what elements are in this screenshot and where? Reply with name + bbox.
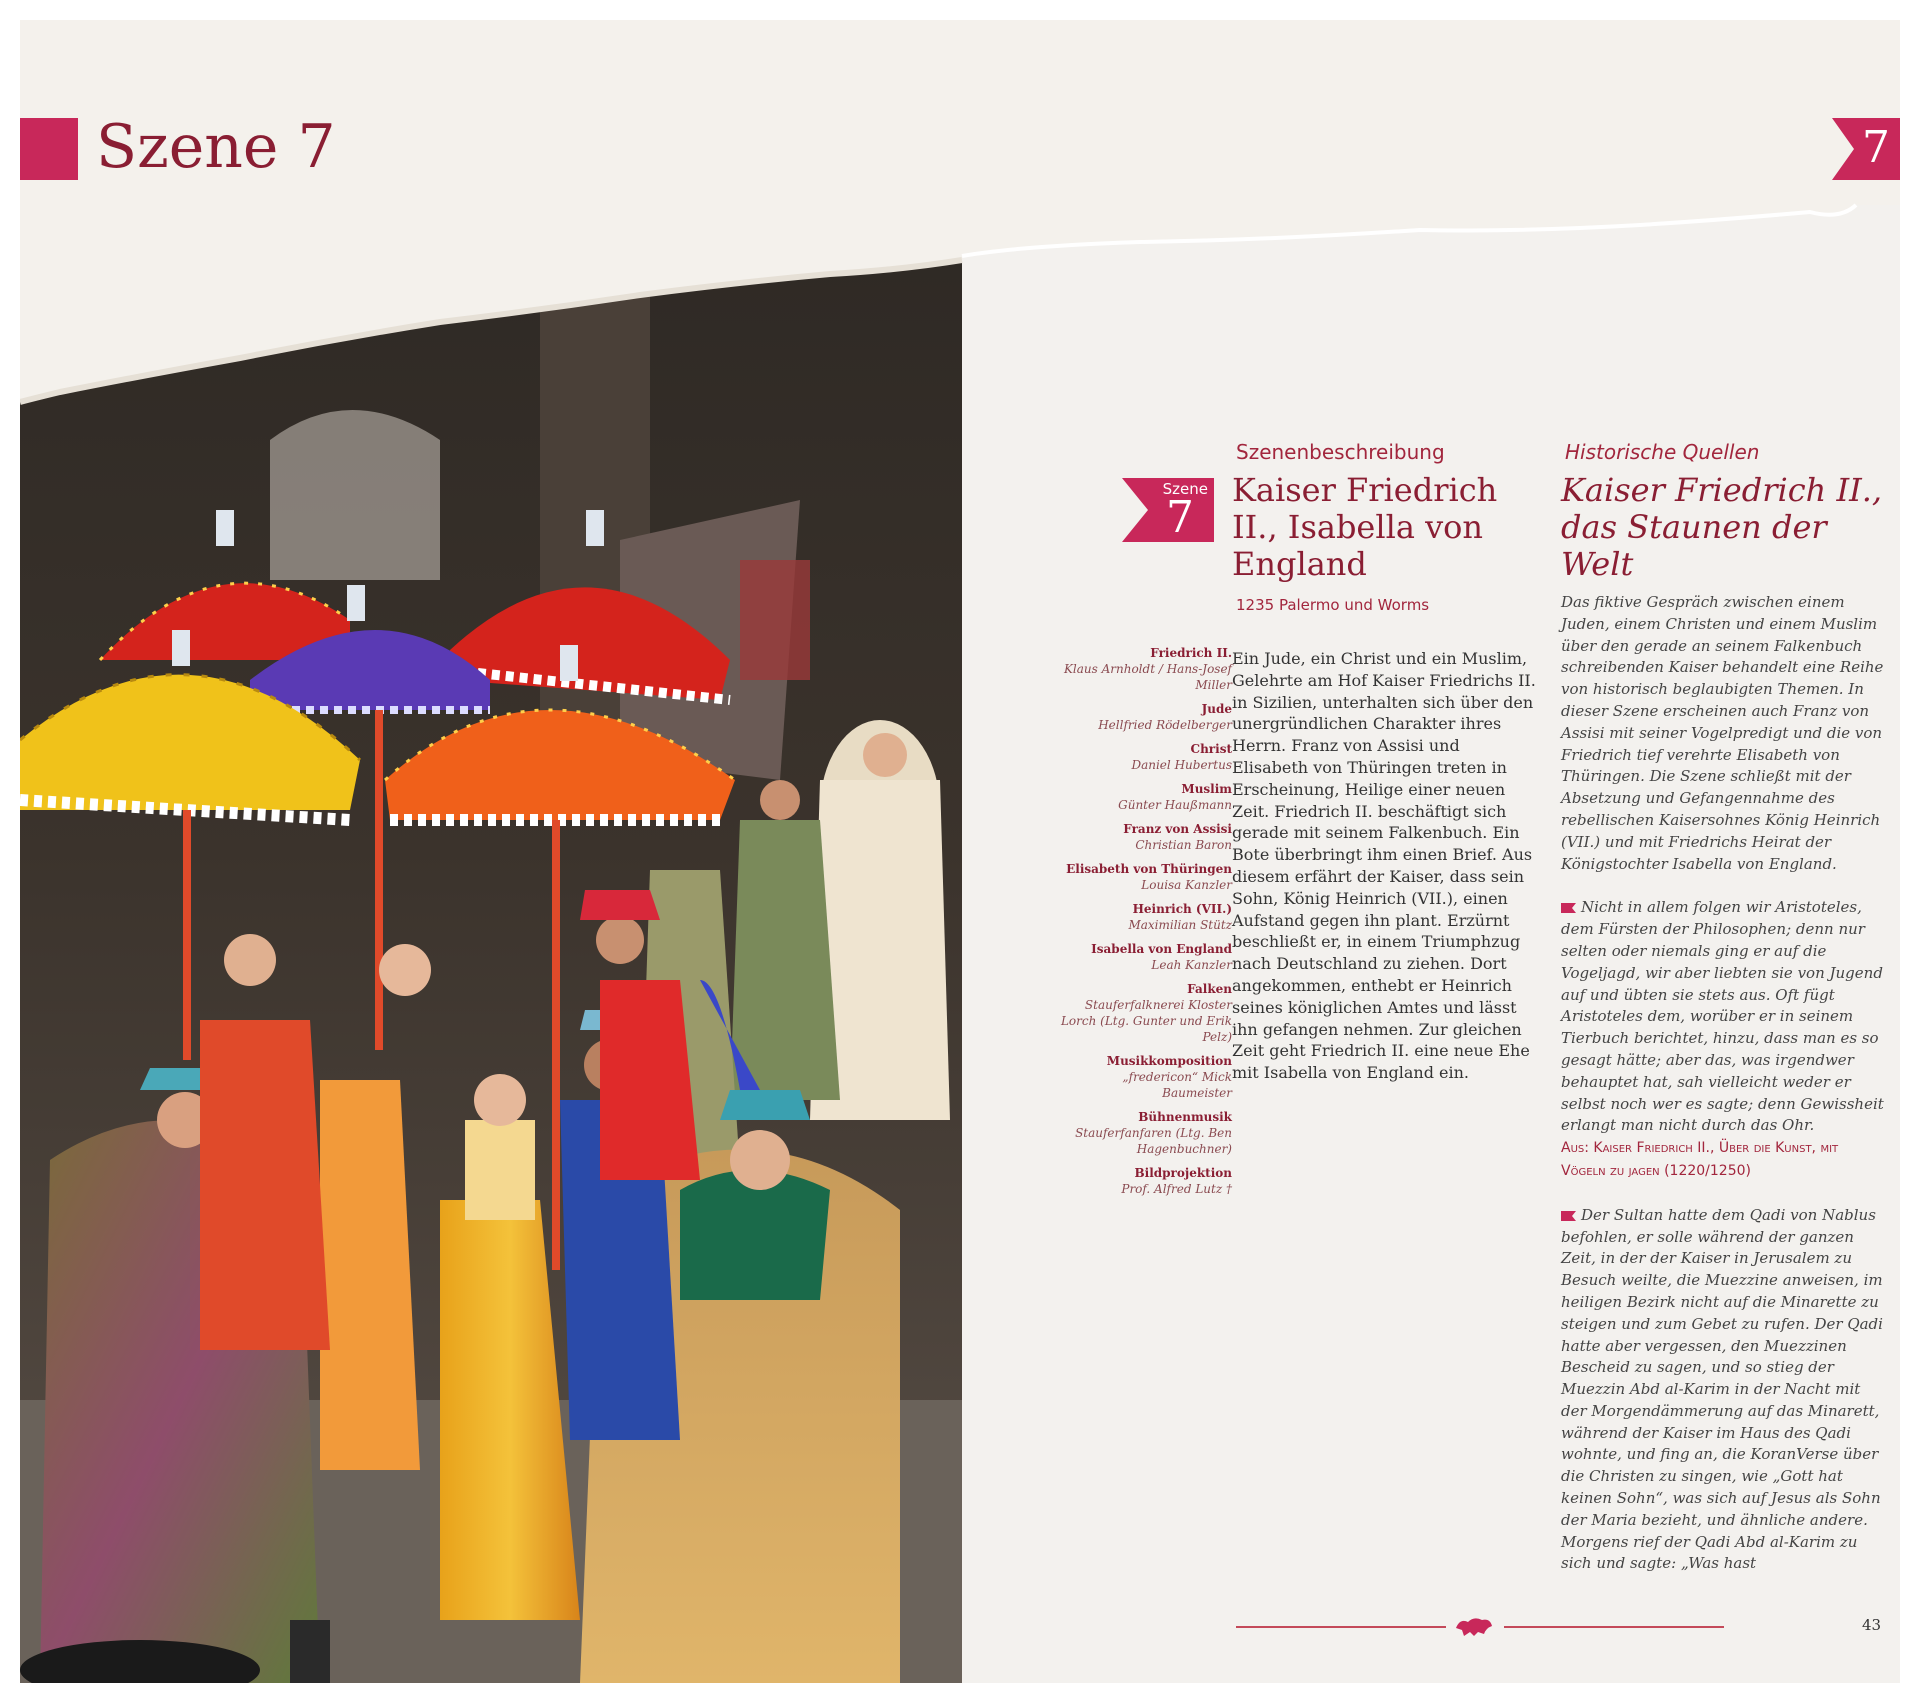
credit-role: Christ	[1190, 742, 1232, 756]
chapter-tab-left	[20, 118, 78, 180]
scene-subtitle: 1235 Palermo und Worms	[1236, 596, 1430, 614]
scene-badge	[1122, 478, 1214, 548]
history-quote-2	[1561, 1205, 1886, 1576]
quote-marker-icon	[1561, 1211, 1576, 1221]
credit-names: „fredericon“ Mick Baumeister	[1122, 1070, 1232, 1100]
credit-role: Franz von Assisi	[1123, 822, 1232, 836]
credit-names: Prof. Alfred Lutz †	[1121, 1182, 1232, 1196]
history-quote-1	[1561, 897, 1886, 1137]
credit-role: Musikkomposition	[1106, 1054, 1232, 1068]
footer-rule-right	[1504, 1626, 1724, 1628]
credit-item	[1060, 645, 1232, 693]
page-title: Szene 7	[96, 112, 336, 182]
credit-item	[1060, 781, 1232, 813]
credit-item	[1060, 1165, 1232, 1197]
lion-emblem-icon	[1454, 1614, 1494, 1638]
chapter-number: 7	[1862, 122, 1890, 173]
history-column	[1561, 592, 1886, 1597]
credit-role: Muslim	[1181, 782, 1232, 796]
credit-item	[1060, 741, 1232, 773]
credit-item	[1060, 941, 1232, 973]
credit-role: Friedrich II.	[1150, 646, 1232, 660]
magazine-spread	[20, 20, 1900, 1683]
credit-names: Stauferfalknerei Kloster Lorch (Ltg. Gunter und Erik Pelz)	[1060, 998, 1232, 1044]
quote-1-text: Nicht in allem folgen wir Aristoteles, dem Fürsten der Philosophen; denn nur selten oder niemals ging er auf die Vogeljagd, wir aber liebten sie von Jugend auf und übten sie stets aus. Oft fügt Aristoteles dem, worüber er in seinem Tierbuch berichtet, hinzu, dass man es so gesagt hätte; aber das, was irgendwer behauptet hat, sah vielleicht weder er selbst noch wer es sagte; denn Gewissheit erlangt man nicht durch das Ohr.	[1561, 898, 1884, 1135]
credit-names: Klaus Arnholdt / Hans-Josef Miller	[1063, 662, 1232, 692]
cast-credits	[1060, 645, 1232, 1205]
history-intro: Das fiktive Gespräch zwischen einem Juden, einem Christen und einem Muslim über den gerade an seinem Falkenbuch schreibenden Kaiser behandelt eine Reihe von historisch beglaubigten Themen. In dieser Szene erscheinen auch Franz von Assisi mit seiner Vogelpredigt und die von Friedrich tief verehrte Elisabeth von Thüringen. Die Szene schließt mit der Absetzung und Gefangennahme des rebellischen Kaisersohnes König Heinrich (VII.) und mit Friedrichs Heirat der Königstochter Isabella von England.	[1561, 593, 1884, 873]
credit-item	[1060, 1109, 1232, 1157]
page-number: 43	[1862, 1616, 1882, 1634]
history-source-1	[1561, 1137, 1886, 1183]
credit-names: Leah Kanzler	[1151, 958, 1232, 972]
scene-badge-number: 7	[1166, 492, 1194, 543]
credit-role: Jude	[1201, 702, 1232, 716]
history-kicker: Historische Quellen	[1565, 440, 1760, 464]
credit-names: Louisa Kanzler	[1141, 878, 1232, 892]
credit-item	[1060, 701, 1232, 733]
scene-kicker: Szenenbeschreibung	[1236, 440, 1445, 464]
credit-names: Hellfried Rödelberger	[1098, 718, 1232, 732]
scene-heading: Kaiser Friedrich II., Isabella von England	[1232, 471, 1498, 583]
quote-marker-icon	[1561, 903, 1576, 913]
chapter-tab-right	[1832, 118, 1900, 180]
credit-names: Christian Baron	[1135, 838, 1232, 852]
credit-item	[1060, 861, 1232, 893]
scene-body-text: Ein Jude, ein Christ und ein Muslim, Gelehrte am Hof Kaiser Friedrichs II. in Sizilien, unterhalten sich über den unergründlichen Charakter ihres Herrn. Franz von Assisi und Elisabeth von Thüringen treten in Erscheinung, Heilige einer neuen Zeit. Friedrich II. beschäftigt sich gerade mit seinem Falkenbuch. Ein Bote überbringt ihm einen Brief. Aus diesem erfährt der Kaiser, dass sein Sohn, König Heinrich (VII.), einen Aufstand gegen ihn plant. Erzürnt beschließt er, in einem Triumphzug nach Deutschland zu ziehen. Dort angekommen, enthebt er Heinrich seines königlichen Amtes und lässt ihn gefangen nehmen. Zur gleichen Zeit geht Friedrich II. eine neue Ehe mit Isabella von England ein.	[1232, 649, 1536, 1083]
credit-role: Heinrich (VII.)	[1132, 902, 1232, 916]
history-heading: Kaiser Friedrich II., das Staunen der Welt	[1561, 471, 1883, 583]
credit-item	[1060, 901, 1232, 933]
credit-names: Stauferfanfaren (Ltg. Ben Hagenbuchner)	[1075, 1126, 1232, 1156]
footer-rule-left	[1236, 1626, 1446, 1628]
credit-role: Elisabeth von Thüringen	[1066, 862, 1232, 876]
credit-item	[1060, 821, 1232, 853]
source-1-text: Aus: Kaiser Friedrich II., Über die Kunst, mit Vögeln zu jagen (1220/1250)	[1561, 1140, 1839, 1179]
credit-role: Falken	[1187, 982, 1232, 996]
credit-role: Bildprojektion	[1134, 1166, 1232, 1180]
credit-role: Isabella von England	[1091, 942, 1232, 956]
credit-item	[1060, 981, 1232, 1045]
credit-item	[1060, 1053, 1232, 1101]
credit-role: Bühnenmusik	[1138, 1110, 1232, 1124]
credit-names: Günter Haußmann	[1118, 798, 1232, 812]
torn-paper-banner	[20, 20, 1900, 460]
scene-badge-label: Szene	[1162, 480, 1208, 498]
credit-names: Maximilian Stütz	[1128, 918, 1232, 932]
credit-names: Daniel Hubertus	[1131, 758, 1232, 772]
quote-2-text: Der Sultan hatte dem Qadi von Nablus befohlen, er solle während der ganzen Zeit, in der der Kaiser in Jerusalem zu Besuch weilte, die Muezzine anweisen, im heiligen Bezirk nicht auf die Minarette zu steigen und zum Gebet zu rufen. Der Qadi hatte aber vergessen, den Muezzinen Bescheid zu sagen, und so stieg der Muezzin Abd al-Karim in der Nacht mit der Morgendämmerung auf das Minarett, während der Kaiser im Haus des Qadi wohnte, und fing an, die KoranVerse über die Christen zu singen, wie „Gott hat keinen Sohn“, was sich auf Jesus als Sohn der Maria bezieht, und ähnliche andere. Morgens rief der Qadi Abd al-Karim zu sich und sagte: „Was hast	[1561, 1205, 1883, 1573]
